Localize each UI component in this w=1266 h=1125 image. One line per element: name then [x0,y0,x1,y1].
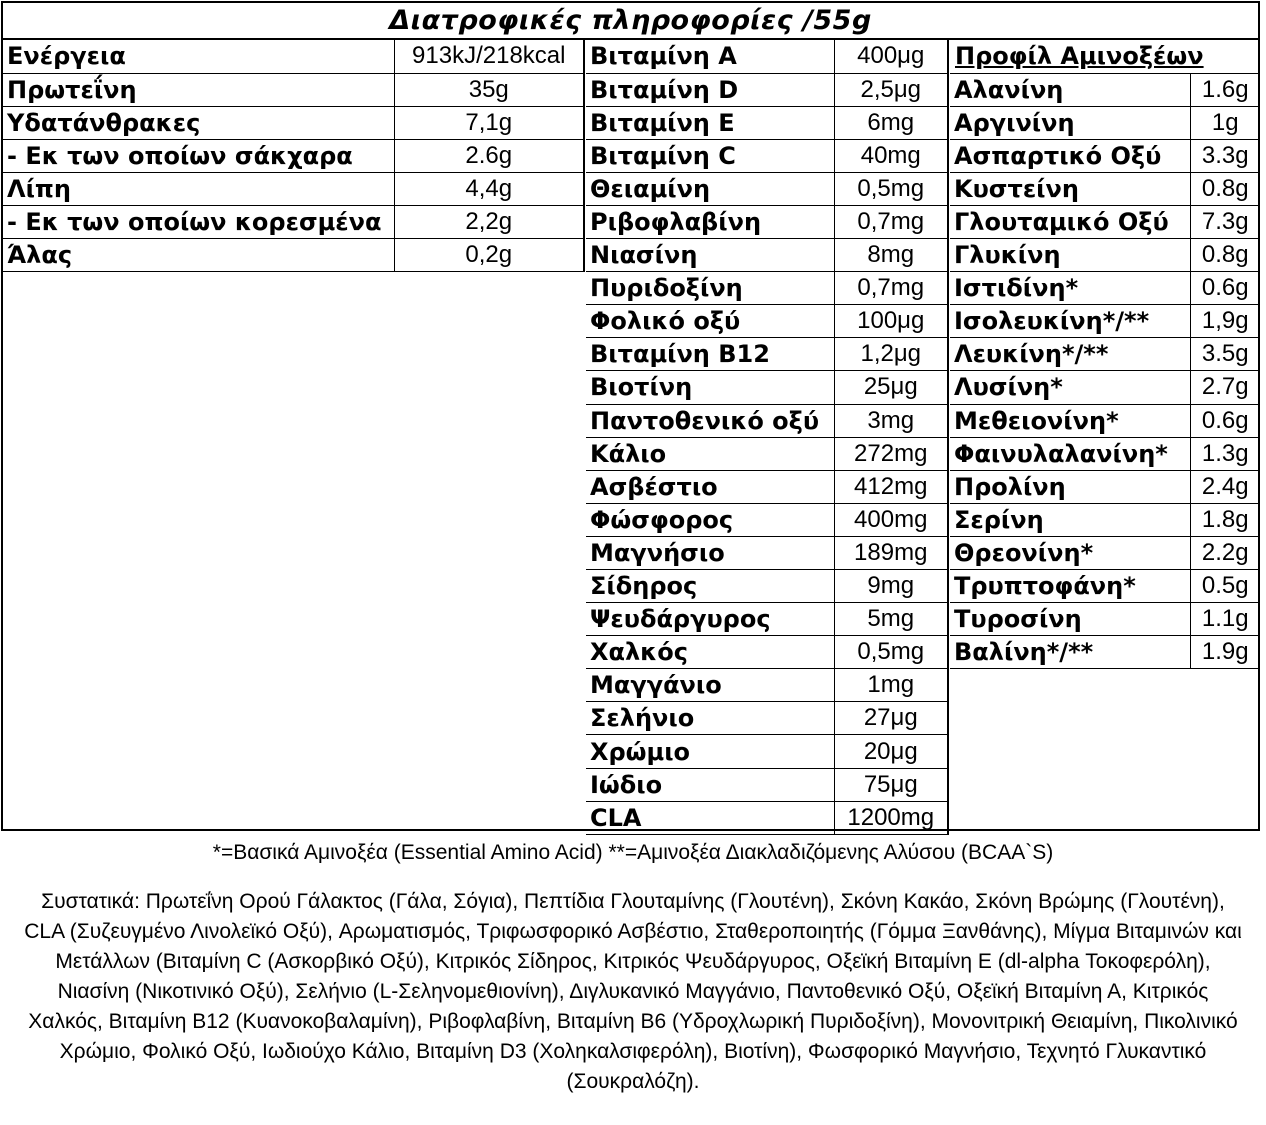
micronutrient-row [586,371,948,404]
nutrient-value: 0,5mg [834,636,948,669]
nutrient-label: Λυσίνη* [950,371,1190,404]
nutrient-value: 0.5g [1190,570,1260,603]
nutrient-value: 0,2g [394,239,584,272]
nutrient-value: 27μg [834,702,948,735]
micronutrient-row [586,338,948,371]
nutrient-label: Ενέργεια [3,40,394,73]
nutrient-label: Ριβοφλαβίνη [586,205,834,238]
nutrient-value: 1mg [834,669,948,702]
nutrient-value: 913kJ/218kcal [394,40,584,73]
micronutrient-row [586,570,948,603]
nutrient-label: Σελήνιο [586,702,834,735]
micronutrient-row [586,205,948,238]
nutrient-label: Χρώμιο [586,735,834,768]
micronutrients-table [586,40,949,835]
amino-acid-row [950,239,1260,272]
nutrient-value: 3mg [834,404,948,437]
basic-nutrient-row [3,205,584,238]
amino-acid-row [950,139,1260,172]
nutrient-value: 25μg [834,371,948,404]
nutrient-value: 272mg [834,437,948,470]
nutrient-value: 40mg [834,139,948,172]
amino-acid-row [950,172,1260,205]
nutrient-label: Μαγγάνιο [586,669,834,702]
nutrient-value: 2.4g [1190,470,1260,503]
nutrient-value: 0,7mg [834,205,948,238]
nutrient-label: CLA [586,801,834,834]
nutrient-value: 100μg [834,305,948,338]
amino-acid-row [950,73,1260,106]
nutrient-label: Άλας [3,239,394,272]
nutrient-label: Λευκίνη*/** [950,338,1190,371]
nutrient-value: 412mg [834,470,948,503]
nutrient-value: 1.9g [1190,636,1260,669]
nutrient-label: Σερίνη [950,503,1190,536]
nutrient-value: 1,2μg [834,338,948,371]
micronutrient-row [586,172,948,205]
nutrient-value: 0.8g [1190,172,1260,205]
ingredients-text: Συστατικά: Πρωτεΐνη Ορού Γάλακτος (Γάλα, Σόγια), Πεπτίδια Γλουταμίνης (Γλουτένη), Σκόνη Κακάο, Σκόνη Βρώμης (Γλουτένη), CLA (Συζευγμένο Λινολεϊκό Οξύ), Αρωματισμός, Τριφωσφορικό Ασβέστιο, Σταθεροποιητής (Γόμμα Ξανθάνης), Μίγμα Βιταμινών και Μετάλλων (Βιταμίνη C (Ασκορβικό Οξύ), Κιτρικός Σίδηρος, Κιτρικός Ψευδάργυρος, Οξεϊκή Βιταμίνη Ε (dl-alpha Τοκοφερόλη), Νιασίνη (Νικοτινικό Οξύ), Σελήνιο (L-Σεληνομεθιονίνη), Διγλυκανικό Μαγγάνιο, Παντοθενικό Οξύ, Οξεϊκή Βιταμίνη Α, Κιτρικός Χαλκός, Βιταμίνη Β12 (Κυανοκοβαλαμίνη), Ριβοφλαβίνη, Βιταμίνη Β6 (Υδροχλωρική Πυριδοξίνη), Μονονιτρική Θειαμίνη, Πικολινικό Χρώμιο, Φολικό Οξύ, Ιωδιούχο Κάλιο, Βιταμίνη D3 (Χοληκαλσιφερόλη), Βιοτίνη), Φωσφορικό Μαγνήσιο, Τεχνητό Γλυκαντικό (Σουκραλόζη). [24,890,1242,1093]
nutrient-value: 2,2g [394,205,584,238]
nutrient-value: 3.5g [1190,338,1260,371]
micronutrient-row [586,272,948,305]
nutrient-value: 1g [1190,106,1260,139]
nutrient-value: 0.8g [1190,239,1260,272]
nutrient-value: 75μg [834,768,948,801]
nutrient-value: 7,1g [394,106,584,139]
nutrient-label: Αργινίνη [950,106,1190,139]
micronutrient-row [586,536,948,569]
nutrient-label: - Εκ των οποίων κορεσμένα [3,205,394,238]
nutrient-value: 400μg [834,40,948,73]
amino-acid-row [950,603,1260,636]
amino-acid-row [950,503,1260,536]
basic-nutrients-table [3,40,585,272]
micronutrient-row [586,106,948,139]
nutrient-value: 2.2g [1190,536,1260,569]
nutrient-label: Βαλίνη*/** [950,636,1190,669]
amino-acid-row [950,338,1260,371]
amino-acid-row [950,470,1260,503]
nutrient-value: 2.6g [394,139,584,172]
basic-nutrient-row [3,239,584,272]
nutrient-label: Νιασίνη [586,239,834,272]
basic-nutrient-row [3,106,584,139]
nutrient-label: Μεθειονίνη* [950,404,1190,437]
nutrient-value: 0.6g [1190,404,1260,437]
nutrient-label: Ιστιδίνη* [950,272,1190,305]
nutrient-label: Θειαμίνη [586,172,834,205]
amino-legend: *=Βασικά Αμινοξέα (Essential Amino Acid) **=Αμινοξέα Διακλαδιζόμενης Αλύσου (BCAA`S) [212,841,1054,864]
amino-acid-row [950,305,1260,338]
nutrient-value: 8mg [834,239,948,272]
nutrient-label: Βιοτίνη [586,371,834,404]
micronutrient-row [586,735,948,768]
nutrient-label: Ισολευκίνη*/** [950,305,1190,338]
nutrient-value: 6mg [834,106,948,139]
nutrient-label: Κάλιο [586,437,834,470]
amino-acid-row [950,636,1260,669]
amino-acid-row [950,404,1260,437]
nutrient-label: Γλουταμικό Οξύ [950,205,1190,238]
nutrient-label: Παντοθενικό οξύ [586,404,834,437]
nutrient-label: Φώσφορος [586,503,834,536]
nutrient-value: 1.6g [1190,73,1260,106]
basic-nutrient-row [3,172,584,205]
basic-nutrient-row [3,139,584,172]
nutrient-label: Προλίνη [950,470,1190,503]
nutrient-label: Βιταμίνη Α [586,40,834,73]
nutrient-label: Λίπη [3,172,394,205]
nutrient-value: 5mg [834,603,948,636]
micronutrient-row [586,40,948,73]
nutrient-value: 9mg [834,570,948,603]
amino-header-row [950,40,1260,73]
nutrient-label: Υδατάνθρακες [3,106,394,139]
nutrient-label: Χαλκός [586,636,834,669]
nutrient-value: 7.3g [1190,205,1260,238]
basic-nutrient-row [3,73,584,106]
nutrient-value: 1,9g [1190,305,1260,338]
nutrient-value: 0,7mg [834,272,948,305]
micronutrient-row [586,702,948,735]
nutrient-value: 400mg [834,503,948,536]
micronutrient-row [586,239,948,272]
nutrient-label: Μαγνήσιο [586,536,834,569]
nutrient-label: Φολικό οξύ [586,305,834,338]
nutrient-label: Γλυκίνη [950,239,1190,272]
micronutrient-row [586,636,948,669]
amino-profile-header: Προφίλ Αμινοξέων [950,40,1260,73]
nutrient-value: 2,5μg [834,73,948,106]
nutrient-label: Πρωτεΐνη [3,73,394,106]
nutrient-value: 3.3g [1190,139,1260,172]
micronutrient-row [586,768,948,801]
basic-nutrient-row [3,40,584,73]
amino-acid-row [950,570,1260,603]
nutrient-value: 1.3g [1190,437,1260,470]
nutrient-label: Τυροσίνη [950,603,1190,636]
nutrient-label: Θρεονίνη* [950,536,1190,569]
nutrient-label: Ασβέστιο [586,470,834,503]
nutrient-label: Βιταμίνη Ε [586,106,834,139]
nutrient-value: 1200mg [834,801,948,834]
amino-acid-row [950,536,1260,569]
micronutrient-row [586,139,948,172]
nutrient-value: 0,5mg [834,172,948,205]
micronutrient-row [586,437,948,470]
nutrient-label: Ασπαρτικό Οξύ [950,139,1190,172]
micronutrient-row [586,603,948,636]
amino-acid-row [950,437,1260,470]
micronutrient-row [586,669,948,702]
nutrient-label: Βιταμίνη Β12 [586,338,834,371]
table-title: Διατροφικές πληροφορίες /55g [1,1,1260,40]
amino-acid-row [950,371,1260,404]
nutrient-label: Φαινυλαλανίνη* [950,437,1190,470]
amino-acid-profile-table [950,40,1260,669]
micronutrient-row [586,73,948,106]
micronutrient-row [586,503,948,536]
micronutrient-row [586,801,948,834]
nutrient-value: 1.1g [1190,603,1260,636]
nutrient-label: Ιώδιο [586,768,834,801]
nutrient-value: 20μg [834,735,948,768]
nutrient-value: 4,4g [394,172,584,205]
nutrient-label: Πυριδοξίνη [586,272,834,305]
amino-acid-row [950,205,1260,238]
nutrient-label: - Εκ των οποίων σάκχαρα [3,139,394,172]
micronutrient-row [586,404,948,437]
nutrient-value: 0.6g [1190,272,1260,305]
micronutrient-row [586,305,948,338]
nutrient-label: Βιταμίνη D [586,73,834,106]
nutrient-label: Βιταμίνη C [586,139,834,172]
nutrient-label: Αλανίνη [950,73,1190,106]
amino-acid-row [950,106,1260,139]
micronutrient-row [586,470,948,503]
nutrient-value: 35g [394,73,584,106]
nutrient-label: Τρυπτοφάνη* [950,570,1190,603]
nutrient-label: Κυστείνη [950,172,1190,205]
nutrient-value: 1.8g [1190,503,1260,536]
nutrient-value: 2.7g [1190,371,1260,404]
amino-acid-row [950,272,1260,305]
nutrient-value: 189mg [834,536,948,569]
nutrient-label: Ψευδάργυρος [586,603,834,636]
nutrient-label: Σίδηρος [586,570,834,603]
